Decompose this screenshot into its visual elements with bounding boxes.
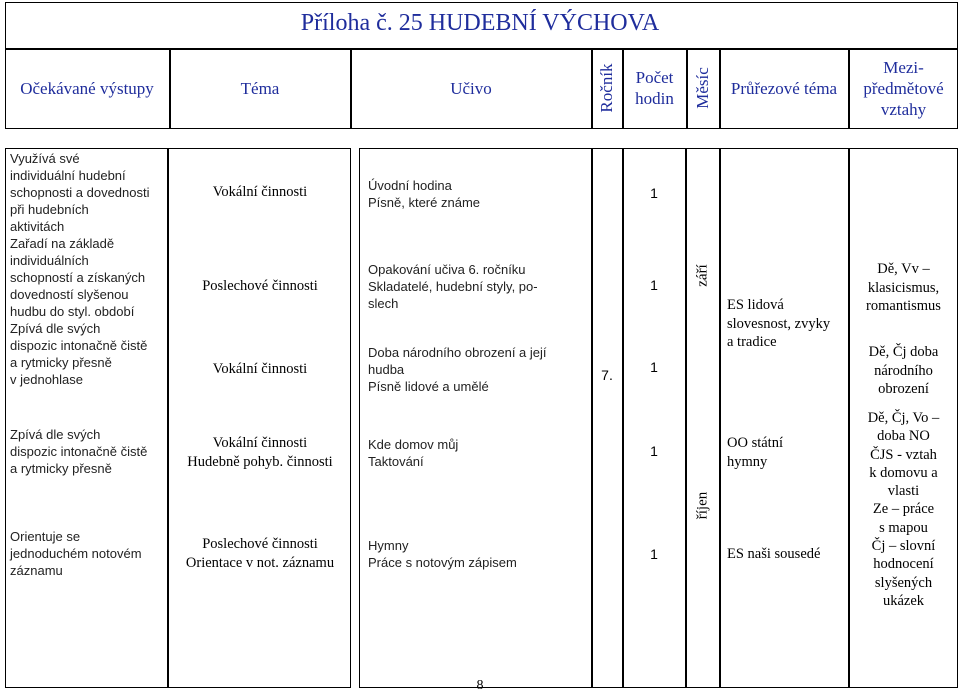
grade-value: 7.	[601, 367, 613, 383]
hours-value: 1	[650, 546, 658, 562]
header-grade: Ročník	[597, 63, 616, 113]
crosscutting-item: ES lidová slovesnost, zvyky a tradice	[727, 297, 831, 350]
output-item: Zpívá dle svých dispozic intonačně čistě a rytmicky přesně v jednohlase	[10, 321, 148, 387]
page-number: 8	[476, 678, 484, 693]
output-item: Využívá své individuální hudební schopnosti a dovednosti při hudebních aktivitách	[10, 151, 150, 234]
col-grade	[592, 148, 623, 688]
col-topic	[168, 148, 351, 688]
col-hours	[623, 148, 686, 688]
header-divider-5	[686, 49, 688, 129]
header-topic: Téma	[240, 79, 280, 98]
output-item: Zpívá dle svých dispozic intonačně čistě a rytmicky přesně	[10, 427, 148, 476]
curriculum-item: Kde domov můj Taktování	[368, 437, 459, 469]
output-item: Zařadí na základě individuálních schopností a získaných dovedností slyšenou hudbu do styl. období	[10, 236, 146, 319]
col-month	[686, 148, 720, 688]
topic-item: Vokální činnosti	[212, 184, 308, 200]
hours-value: 1	[650, 277, 658, 293]
header-interdisciplinary: Mezi- předmětové vztahy	[863, 58, 944, 119]
header-divider-3	[591, 49, 593, 129]
output-item: Orientuje se jednoduchém notovém záznamu	[10, 529, 142, 578]
header-crosscutting: Průřezové téma	[730, 79, 838, 98]
header-month: Měsíc	[693, 67, 712, 109]
topic-item: Vokální činnosti	[212, 361, 308, 377]
header-outputs: Očekávané výstupy	[20, 79, 154, 98]
col-curriculum	[359, 148, 592, 688]
hours-value: 1	[650, 185, 658, 201]
col-crosscutting	[720, 148, 849, 688]
interdisciplinary-item: Dě, Čj, Vo – doba NO ČJS - vztah k domovu a vlasti Ze – práce s mapou Čj – slovní hodnocení slyšených ukázek	[867, 410, 940, 609]
hours-value: 1	[650, 359, 658, 375]
month-label: září	[694, 264, 711, 287]
topic-item: Poslechové činnosti Orientace v not. záznamu	[185, 536, 335, 571]
header-curriculum: Učivo	[450, 79, 492, 98]
interdisciplinary-item: Dě, Čj doba národního obrození	[868, 344, 939, 397]
curriculum-item: Opakování učiva 6. ročníku Skladatelé, hudební styly, po- slech	[368, 262, 538, 311]
crosscutting-item: OO státní hymny	[727, 435, 783, 470]
crosscutting-item: ES naši sousedé	[727, 546, 821, 562]
curriculum-item: Doba národního obrození a její hudba Písně lidové a umělé	[368, 345, 547, 394]
topic-item: Poslechové činnosti	[202, 278, 318, 294]
topic-item: Vokální činnosti Hudebně pohyb. činnosti	[187, 435, 333, 470]
header-hours: Počet hodin	[635, 68, 674, 108]
month-label: říjen	[694, 491, 711, 520]
curriculum-item: Úvodní hodina Písně, které známe	[368, 178, 480, 210]
curriculum-item: Hymny Práce s notovým zápisem	[368, 538, 517, 570]
hours-value: 1	[650, 443, 658, 459]
interdisciplinary-item: Dě, Vv – klasicismus, romantismus	[866, 261, 941, 314]
page-title: Příloha č. 25 HUDEBNÍ VÝCHOVA	[300, 10, 660, 36]
